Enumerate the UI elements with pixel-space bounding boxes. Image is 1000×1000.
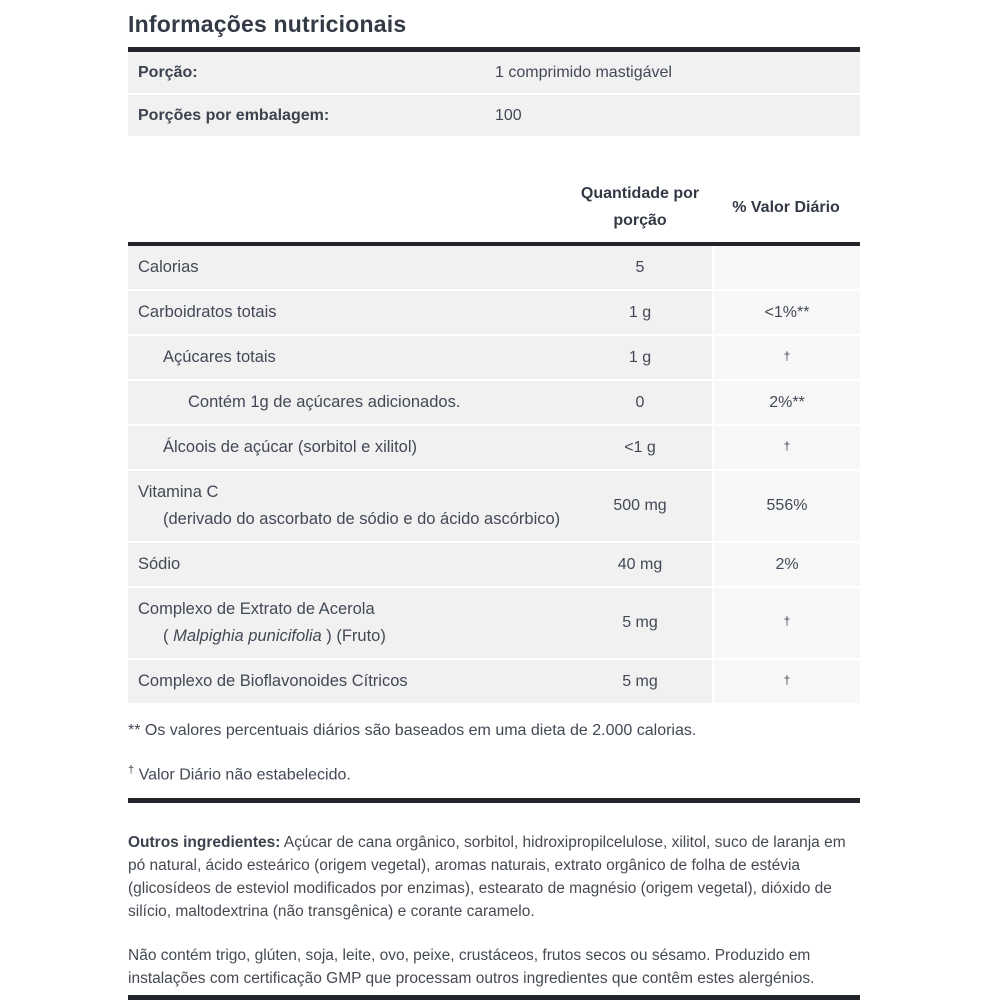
nutrient-name: Álcoois de açúcar (sorbitol e xilitol) <box>163 438 418 456</box>
nutrient-name: Complexo de Bioflavonoides Cítricos <box>138 672 408 690</box>
nutrient-daily-value: 556% <box>712 471 860 541</box>
nutrient-daily-value: <1%** <box>712 291 860 334</box>
nutrient-name-detail: (derivado do ascorbato de sódio e do ácido ascórbico) <box>163 510 561 528</box>
table-row-sugar-alcohols <box>128 426 860 471</box>
servings-per-container-label: Porções por embalagem: <box>138 106 330 124</box>
nutrient-amount: 0 <box>635 393 645 411</box>
nutrient-name: Contém 1g de açúcares adicionados. <box>188 393 461 411</box>
nutrient-name: Carboidratos totais <box>138 303 277 321</box>
table-row-sodium <box>128 543 860 588</box>
nutrient-name: Calorias <box>138 258 199 276</box>
divider-rule-footnotes <box>128 798 860 803</box>
table-row-added-sugars <box>128 381 860 426</box>
nutrient-daily-value: 2% <box>712 543 860 586</box>
other-ingredients-text: Açúcar de cana orgânico, sorbitol, hidroxipropilcelulose, xilitol, suco de laranja em pó natural, ácido esteárico (origem vegetal), aromas naturais, extrato orgânico de folha de estévia (glicosídeos de esteviol modificados por enzimas), estearato de magnésio (origem vegetal), dióxido de silício, maltodextrina (não transgênica) e corante caramelo. <box>128 834 846 921</box>
nutrient-amount: 40 mg <box>617 555 663 573</box>
table-row-citrus-bioflavonoids <box>128 660 860 705</box>
nutrient-amount: 5 mg <box>622 672 658 690</box>
nutrient-daily-value: † <box>712 426 860 469</box>
nutrient-amount: 5 <box>635 258 645 276</box>
serving-size-value: 1 comprimido mastigável <box>495 63 672 81</box>
serving-size-row <box>128 52 860 95</box>
nutrient-daily-value <box>712 246 860 289</box>
nutrient-name-detail: ( Malpighia punicifolia ) (Fruto) <box>163 627 386 645</box>
nutrient-name: Vitamina C (derivado do ascorbato de sódio e do ácido ascórbico) <box>128 471 568 541</box>
nutrient-daily-value: † <box>712 588 860 658</box>
footnote-dv-not-established: † Valor Diário não estabelecido. <box>128 764 351 784</box>
nutrition-facts-panel <box>128 0 860 990</box>
nutrient-daily-value: † <box>712 336 860 379</box>
nutrient-amount: 5 mg <box>622 614 658 631</box>
nutrient-daily-value: 2%** <box>712 381 860 424</box>
table-row-total-carbs <box>128 291 860 336</box>
table-row-vitamin-c <box>128 471 860 543</box>
footnote-daily-value-basis: ** Os valores percentuais diários são baseados em uma dieta de 2.000 calorias. <box>128 722 697 739</box>
nutrient-amount: 1 g <box>628 348 652 366</box>
daily-value-column-header: % Valor Diário <box>732 199 840 216</box>
allergen-statement: Não contém trigo, glúten, soja, leite, ovo, peixe, crustáceos, frutos secos ou sésamo. Produzido em instalações com certificação GMP que processam outros ingredientes que contêm estes alergénios. <box>128 947 815 988</box>
nutrient-name: Complexo de Extrato de Acerola ( Malpighia punicifolia ) (Fruto) <box>128 588 568 658</box>
nutrient-name: Sódio <box>138 555 181 573</box>
servings-per-container-row <box>128 95 860 138</box>
nutrient-amount: <1 g <box>624 438 656 456</box>
table-row-acerola-extract <box>128 588 860 660</box>
nutrient-daily-value: † <box>712 660 860 703</box>
botanical-name: Malpighia punicifolia <box>173 627 322 645</box>
table-row-calories <box>128 246 860 291</box>
nutrient-name: Açúcares totais <box>163 348 276 366</box>
table-row-total-sugars <box>128 336 860 381</box>
page-title: Informações nutricionais <box>128 11 407 37</box>
divider-rule-bottom <box>128 995 860 1000</box>
servings-per-container-value: 100 <box>495 106 522 124</box>
serving-size-label: Porção: <box>138 63 198 81</box>
nutrient-amount: 500 mg <box>613 497 667 514</box>
amount-column-header: Quantidade por porção <box>580 185 700 229</box>
other-ingredients-label: Outros ingredientes: <box>128 834 281 852</box>
table-column-header <box>128 174 860 242</box>
other-ingredients-paragraph <box>128 831 860 923</box>
nutrient-amount: 1 g <box>628 303 652 321</box>
